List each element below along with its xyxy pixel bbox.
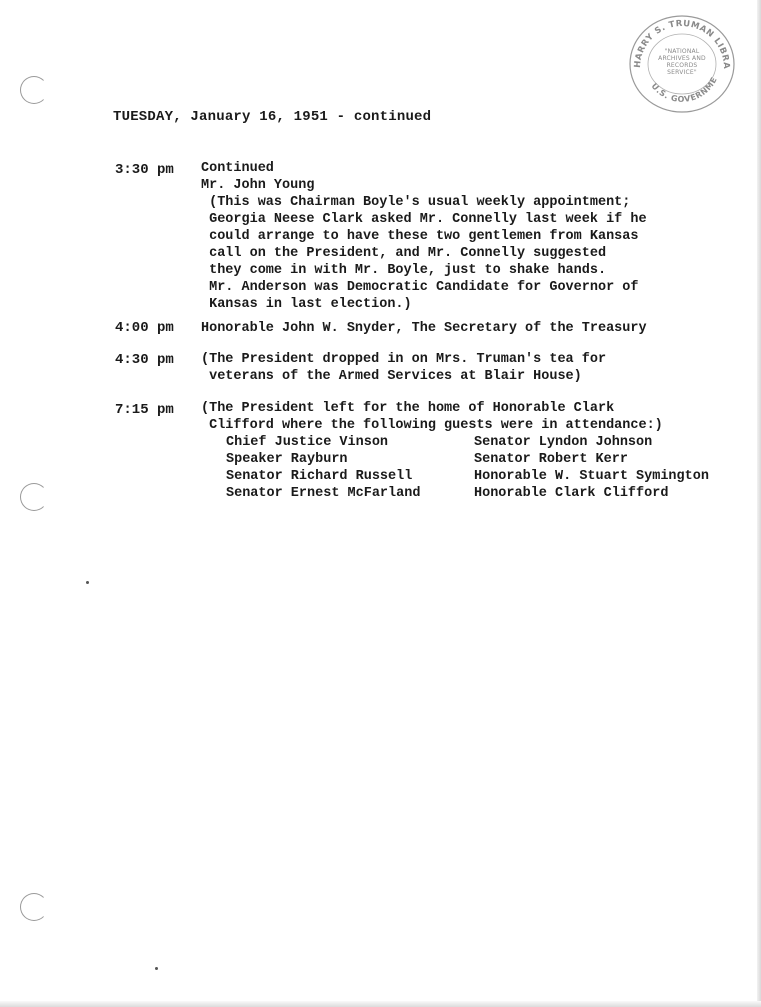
binder-hole-top [20, 76, 48, 104]
entry-line: could arrange to have these two gentlemen from Kansas [201, 229, 639, 244]
archive-stamp [624, 10, 740, 114]
binder-hole-bottom [20, 893, 48, 921]
stamp-ring-text: HARRY S. TRUMAN LIBRA [632, 18, 732, 70]
paper-speck [86, 581, 89, 584]
entry-line: (The President dropped in on Mrs. Truman's tea for [201, 352, 607, 367]
page-right-edge [757, 0, 761, 1007]
page-heading: TUESDAY, January 16, 1951 - continued [113, 109, 432, 125]
paper-speck [155, 967, 158, 970]
entry-time: 3:30 pm [115, 162, 174, 178]
binder-hole-middle [20, 483, 48, 511]
guest-name: Speaker Rayburn [226, 452, 348, 467]
stamp-ring-text-bottom: U.S. GOVERNME [649, 75, 719, 104]
guest-name: Honorable Clark Clifford [474, 486, 669, 501]
entry-line: (This was Chairman Boyle's usual weekly appointment; [201, 195, 631, 210]
guest-name: Senator Lyndon Johnson [474, 435, 653, 450]
entry-line: Honorable John W. Snyder, The Secretary of the Treasury [201, 321, 647, 336]
guest-name: Senator Robert Kerr [474, 452, 628, 467]
guest-name: Senator Ernest McFarland [226, 486, 421, 501]
guest-name: Senator Richard Russell [226, 469, 413, 484]
entry-line: Continued [201, 161, 274, 176]
entry-line: they come in with Mr. Boyle, just to shake hands. [201, 263, 607, 278]
entry-line: veterans of the Armed Services at Blair House) [201, 369, 582, 384]
entry-line: Georgia Neese Clark asked Mr. Connelly last week if he [201, 212, 647, 227]
entry-time: 4:00 pm [115, 320, 174, 336]
stamp-center-text: "NATIONAL ARCHIVES AND RECORDS SERVICE" [658, 48, 706, 76]
entry-line: Kansas in last election.) [201, 297, 412, 312]
page-bottom-edge [0, 1001, 761, 1007]
entry-time: 4:30 pm [115, 352, 174, 368]
entry-line: (The President left for the home of Honorable Clark [201, 401, 615, 416]
entry-time: 7:15 pm [115, 402, 174, 418]
entry-line: Mr. John Young [201, 178, 315, 193]
entry-line: call on the President, and Mr. Connelly suggested [201, 246, 607, 261]
guest-name: Chief Justice Vinson [226, 435, 389, 450]
guest-name: Honorable W. Stuart Symington [474, 469, 709, 484]
entry-line: Clifford where the following guests were in attendance:) [201, 418, 663, 433]
entry-line: Mr. Anderson was Democratic Candidate for Governor of [201, 280, 639, 295]
